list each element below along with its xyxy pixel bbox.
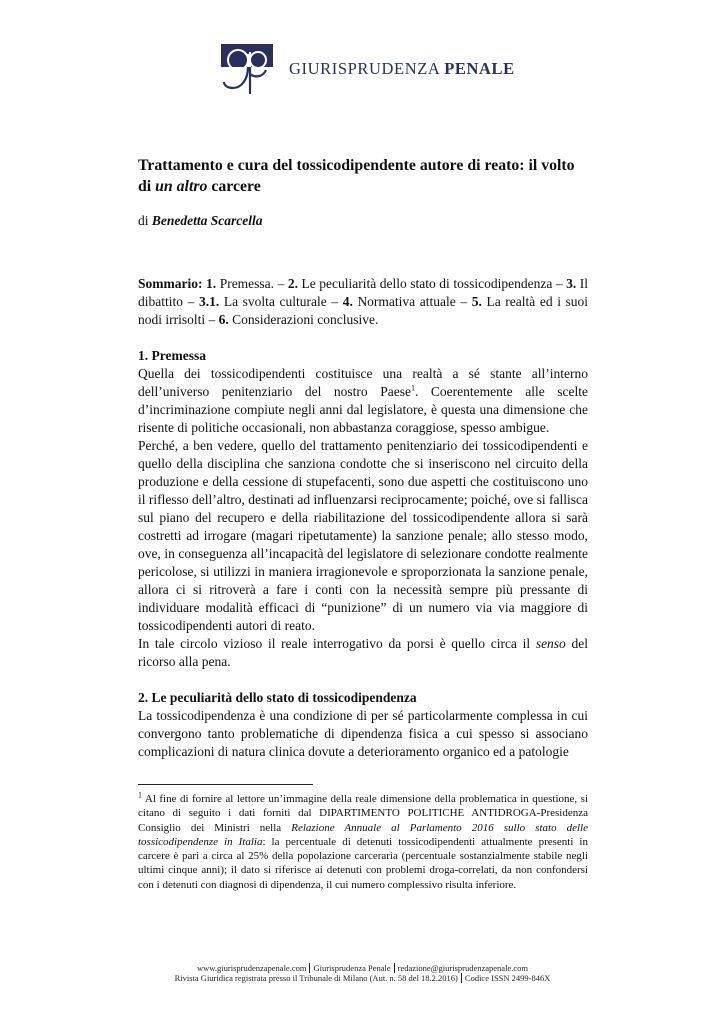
footnote-1: $^1$ Al fine di fornire al lettore un’immagine della reale dimensione della problematica in questione, si citano di seguito i dati forniti dal DIPARTIMENTO POLITICHE ANTIDROGA-Presidenza Consiglio dei Ministri nella Relazione Annuale al Parlamento 2016 sullo stato delle tossicodipendenze in Italia: la percentuale di detenuti tossicodipendenti attualmente presenti in carcere è pari a circa al 25% della popolazione carceraria (percentuale sostanzialmente stabile negli ultimi cinque anni); il dato si riferisce ai detenuti con problemi droga-correlati, da non confondersi con i detenuti con diagnosi di dipendenza, il cui numero complessivo risulta inferiore. (138, 790, 588, 891)
article-body (138, 155, 588, 761)
footer-journal-name: Giurisprudenza Penale (313, 963, 391, 973)
footer-separator (309, 963, 310, 973)
section-1-paragraph-1: Quella dei tossicodipendenti costituisce una realtà a sé stante all’interno dell’universo penitenziario del nostro Paese$^1$. Coerentemente alle scelte d’incriminazione compiute negli anni dal legislatore, è questa una dimensione che risente di politiche occasionali, non abbastanza coraggiose, spesso ambigue. (138, 366, 588, 435)
section-1-paragraph-3: In tale circolo vizioso il reale interrogativo da porsi è quello circa il senso del ricorso alla pena. (138, 636, 588, 669)
footnote-number: 1 (138, 790, 142, 800)
summary-item: 1. Premessa. – (206, 276, 285, 291)
page-footer-line-2 (0, 973, 725, 983)
section-2-paragraph-1: La tossicodipendenza è una condizione di per sé particolarmente complessa in cui convergono tanto problematiche di dipendenza fisica a cui spesso si associano complicazioni di natura clinica dovute a deterioramento organico ed a patologie (138, 708, 588, 759)
journal-logo (221, 44, 515, 94)
summary-item: 6. Considerazioni conclusive. (218, 312, 379, 327)
summary-item: 3.1. La svolta culturale – (198, 294, 339, 309)
footer-separator (461, 973, 462, 983)
summary-label: Sommario: (138, 276, 203, 291)
footnote-divider (138, 784, 313, 785)
footer-issn: Codice ISSN 2499-846X (464, 973, 551, 983)
section-2-heading: 2. Le peculiarità dello stato di tossicodipendenza (138, 690, 417, 705)
summary-item: 5. La realtà ed i suoi nodi irrisolti – (138, 294, 589, 327)
article-author: di Benedetta Scarcella (138, 213, 263, 228)
gp-monogram-icon (221, 44, 273, 94)
summary-item: 4. Normativa attuale – (342, 294, 468, 309)
footer-separator (394, 963, 395, 973)
footnote-ref[interactable]: 1 (410, 383, 415, 393)
page-footer-line-1 (0, 963, 725, 973)
section-1-heading: 1. Premessa (138, 348, 206, 363)
footer-registration: Rivista Giuridica registrata presso il Tribunale di Milano (Aut. n. 58 del 18.2.2016) (174, 973, 458, 983)
summary (138, 275, 588, 329)
journal-name: GIURISPRUDENZA PENALE (289, 59, 515, 78)
section-1-paragraph-2: Perché, a ben vedere, quello del trattamento penitenziario dei tossicodipendenti e quello della disciplina che sanziona condotte che si inseriscono nel circuito della produzione e della cessione di stupefacenti, sono due aspetti che costituiscono uno il riflesso dell’altro, destinati ad influenzarsi reciprocamente; poiché, ove si fallisca sul piano del recupero e della riabilitazione del tossicodipendente allora si sarà costretti ad irrogare (magari ripetutamente) la sanzione penale; allo stesso modo, ove, in conseguenza all’incapacità del legislatore di selezionare condotte realmente pericolose, si utilizzi in maniera irragionevole e sproporzionata la sanzione penale, allora ci si ritroverà a fare i conti con la necessità sempre più pressante di individuare modalità efficaci di “punizione” di un numero via via maggiore di tossicodipendenti autori di reato. (138, 438, 588, 633)
summary-item: 2. Le peculiarità dello stato di tossicodipendenza – (287, 276, 563, 291)
footer-website-link[interactable]: www.giurisprudenzapenale.com (197, 963, 307, 973)
summary-item: 3. Il dibattito – (138, 276, 589, 309)
article-title: Trattamento e cura del tossicodipendente autore di reato: il volto di un altro carcere (138, 157, 575, 195)
footer-email-link[interactable]: redazione@giurisprudenzapenale.com (397, 963, 528, 973)
